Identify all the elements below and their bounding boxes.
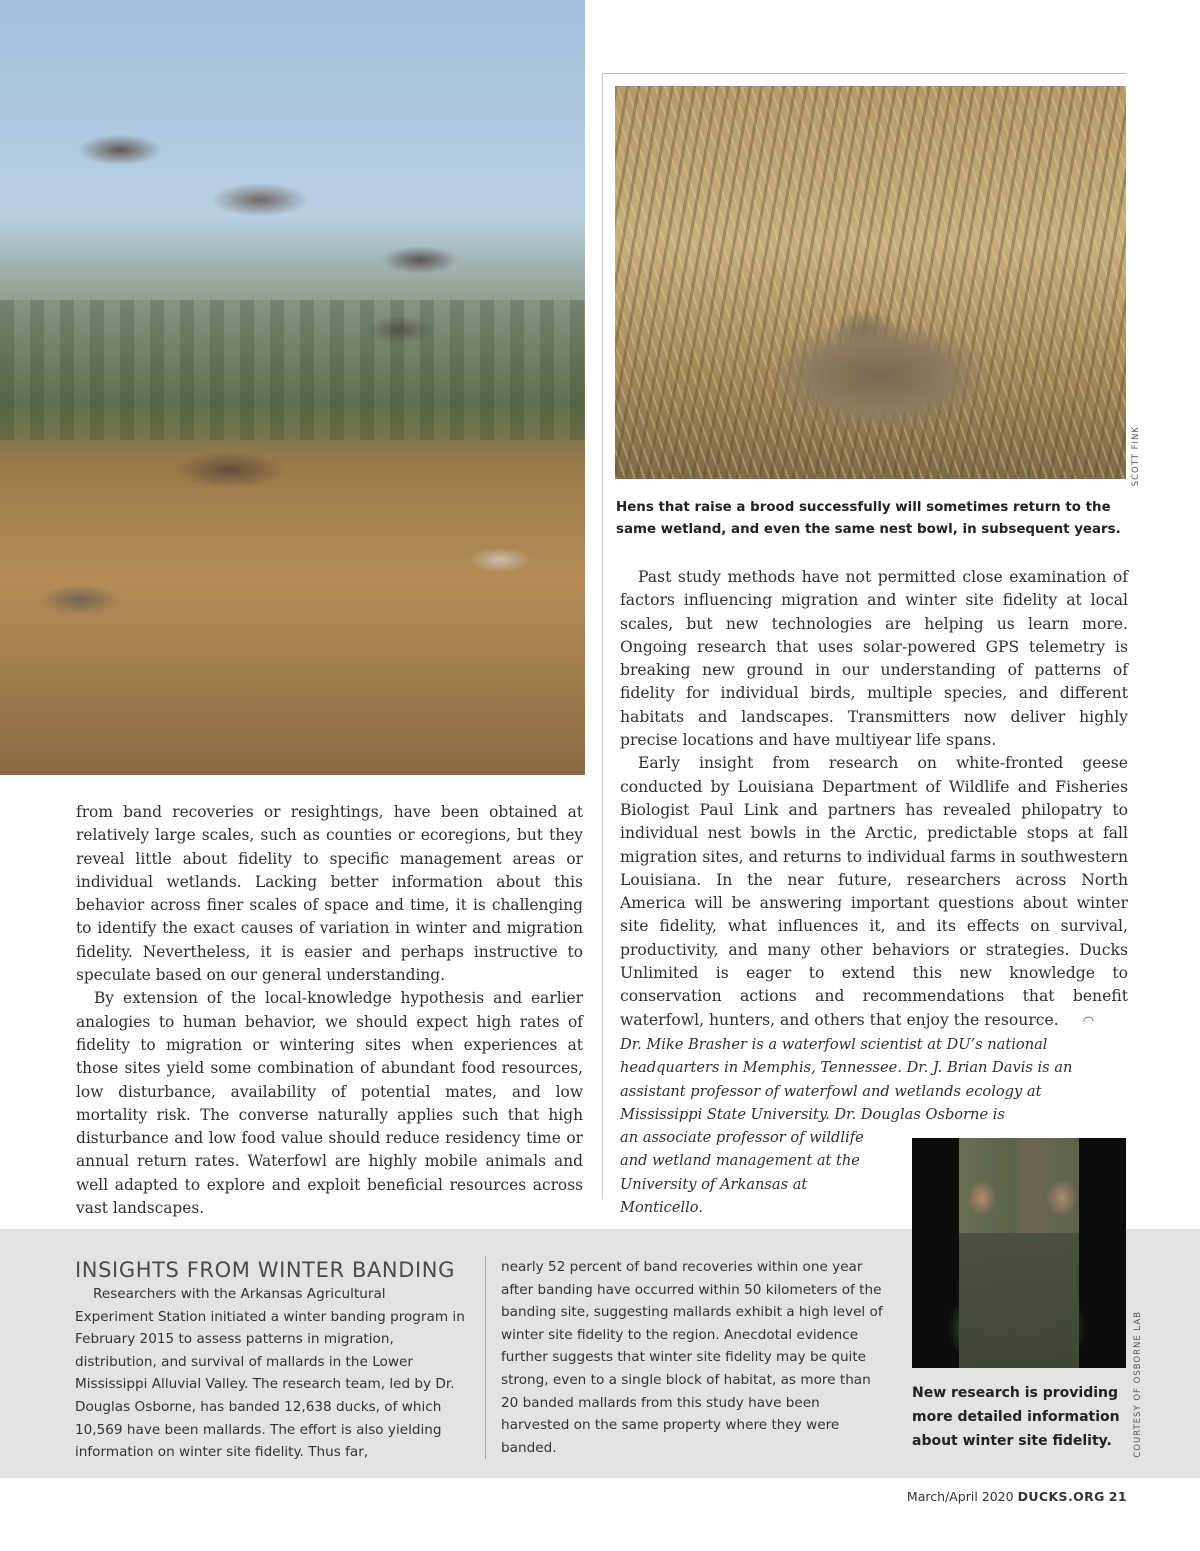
author-bio-wide: Dr. Mike Brasher is a waterfowl scientist at DU’s national headquarters in Memphis, Tennessee. Dr. J. Brian Davis is an assistant professor of waterfowl and wetlands ecology at Mississippi State University. Dr. Douglas Osborne is — [620, 1036, 1073, 1123]
article-right-column — [620, 566, 1128, 1033]
article-paragraph: By extension of the local-knowledge hypothesis and earlier analogies to human behavior, we should expect high rates of fidelity to migration or wintering sites when experiences at those sites yield some combination of abundant food resources, low disturbance, availability of potential mates, and low mortality risk. The converse naturally applies such that high disturbance and low food value should reduce residency time or annual return rates. Waterfowl are highly mobile animals and well adapted to explore and exploit beneficial resources across vast landscapes. — [76, 989, 583, 1218]
author-bio-narrow: an associate professor of wildlife and wetland management at the University of Arkansas at Monticello. — [620, 1129, 864, 1217]
sidebar-column-2 — [501, 1256, 891, 1459]
photo-credit-researchers: COURTESY OF OSBORNE LAB — [1133, 1311, 1143, 1458]
sidebar-divider — [485, 1256, 486, 1459]
article-paragraph-text: Early insight from research on white-fronted geese conducted by Louisiana Department of Wildlife and Fisheries Biologist Paul Link and partners has revealed philopatry to individual nest bowls in the Arctic, predictable stops at fall migration sites, and returns to individual farms in southwestern Louisiana. In the near future, researchers across North America will be answering important questions about winter site fidelity, what influences it, and its effects on survival, productivity, and many other behaviors or strategies. Ducks Unlimited is eager to extend this new knowledge to conservation actions and recommendations that benefit waterfowl, hunters, and others that enjoy the resource. — [620, 754, 1128, 1029]
photo-caption-hen: Hens that raise a brood successfully will sometimes return to the same wetland, and even the same nest bowl, in subsequent years. — [616, 500, 1121, 537]
end-mark-icon: ◠ — [1082, 1013, 1095, 1029]
article-left-column — [76, 801, 583, 1220]
pintails-flight-photo — [0, 0, 585, 775]
article-paragraph: from band recoveries or resightings, have been obtained at relatively large scales, such as counties or ecoregions, but they reveal little about fidelity to specific management areas or individual wetlands. Lacking better information about this behavior across finer scales of space and time, it is challenging to identify the exact causes of variation in winter and migration fidelity. Nevertheless, it is easier and perhaps instructive to speculate based on our general understanding. — [76, 803, 583, 985]
footer-issue: March/April 2020 — [906, 1489, 1014, 1504]
column-divider — [602, 73, 603, 1198]
researchers-with-mallards-photo — [912, 1138, 1126, 1368]
hen-on-nest-photo — [615, 86, 1126, 479]
article-paragraph: Past study methods have not permitted close examination of factors influencing migration and winter site fidelity at local scales, but new technologies are helping us learn more. Ongoing research that uses solar-powered GPS telemetry is breaking new ground in our understanding of patterns of fidelity for individual birds, multiple species, and different habitats and landscapes. Transmitters now deliver highly precise locations and have multiyear life spans. — [620, 568, 1128, 750]
sidebar-heading: INSIGHTS FROM WINTER BANDING — [75, 1258, 455, 1282]
photo-credit-hen: SCOTT FINK — [1131, 426, 1141, 487]
footer-brand: DUCKS.ORG — [1017, 1489, 1105, 1504]
page-footer — [907, 1489, 1127, 1504]
sidebar-paragraph: Researchers with the Arkansas Agricultural Experiment Station initiated a winter banding program in February 2015 to assess patterns in migration, distribution, and survival of mallards in the Lower Mississippi Alluvial Valley. The research team, led by Dr. Douglas Osborne, has banded 12,638 ducks, of which 10,569 have been mallards. The effort is also yielding information on winter site fidelity. Thus far, — [75, 1286, 465, 1461]
sidebar-column-1 — [75, 1283, 467, 1464]
sidebar-paragraph: nearly 52 percent of band recoveries within one year after banding have occurred within 50 kilometers of the banding site, suggesting mallards exhibit a high level of winter site fidelity to the region. Anecdotal evidence further suggests that winter site fidelity may be quite strong, even to a single block of habitat, as more than 20 banded mallards from this study have been harvested on the same property where they were banded. — [501, 1259, 883, 1456]
article-paragraph — [620, 752, 1128, 1033]
page-number: 21 — [1108, 1489, 1127, 1504]
top-rule — [602, 73, 1126, 74]
photo-caption-researchers: New research is providing more detailed information about winter site fidelity. — [912, 1385, 1120, 1449]
